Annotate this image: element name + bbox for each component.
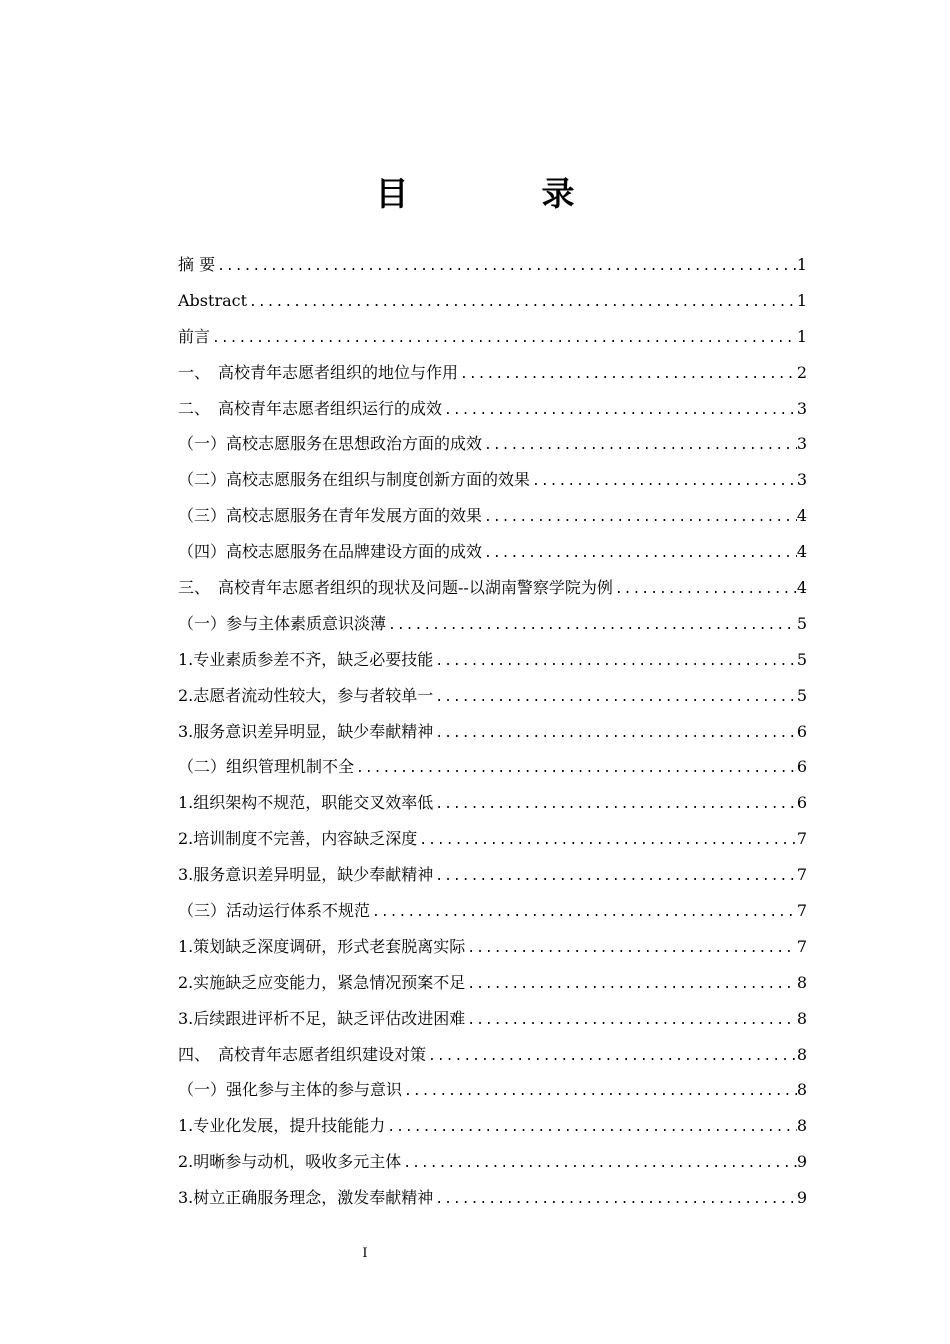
toc-entry[interactable] [178, 788, 807, 824]
toc-dot-leader [215, 252, 797, 282]
toc-entry-page: 6 [796, 757, 807, 777]
toc-entry-page: 5 [796, 685, 807, 705]
toc-dot-leader [370, 898, 797, 928]
toc-entry-label: 2.明晰参与动机，吸收多元主体 [178, 1152, 402, 1172]
toc-entry-label: 1.专业化发展，提升技能能力 [178, 1116, 386, 1136]
toc-dot-leader [458, 360, 797, 390]
toc-entry-page: 1 [796, 255, 807, 274]
toc-entry-page: 7 [796, 865, 807, 885]
toc-entry-page: 5 [796, 649, 807, 669]
toc-dot-leader [426, 1042, 797, 1072]
toc-entry-page: 1 [796, 326, 807, 346]
toc-entry-label: （四）高校志愿服务在品牌建设方面的成效 [178, 542, 483, 562]
toc-entry-page: 7 [796, 901, 807, 921]
toc-entry-label: Abstract [178, 290, 248, 310]
toc-entry-label: 3.后续跟进评析不足，缺乏评估改进困难 [178, 1008, 466, 1028]
toc-entry[interactable] [178, 752, 807, 788]
toc-entry-page: 4 [796, 578, 807, 598]
toc-dot-leader [482, 539, 797, 569]
toc-entry[interactable] [178, 1147, 807, 1183]
toc-entry[interactable] [178, 286, 807, 322]
toc-entry[interactable] [178, 1075, 807, 1111]
toc-entry-page: 3 [796, 398, 807, 418]
toc-entry-label: （一）高校志愿服务在思想政治方面的成效 [178, 434, 483, 454]
toc-entry-label: 2.培训制度不完善，内容缺乏深度 [178, 829, 418, 849]
toc-entry[interactable] [178, 1040, 807, 1076]
toc-dot-leader [482, 431, 797, 461]
toc-dot-leader [613, 575, 797, 605]
toc-entry-label: 一、 高校青年志愿者组织的地位与作用 [178, 362, 459, 382]
toc-dot-leader [433, 862, 797, 892]
toc-entry-page: 5 [796, 613, 807, 633]
toc-entry[interactable] [178, 968, 807, 1004]
toc-entry-page: 9 [796, 1188, 807, 1208]
toc-entry[interactable] [178, 322, 807, 358]
toc-entry-label: 3.服务意识差异明显，缺少奉献精神 [178, 721, 434, 741]
toc-dot-leader [465, 970, 797, 1000]
toc-entry-label: 2.实施缺乏应变能力，紧急情况预案不足 [178, 972, 466, 992]
toc-entry[interactable] [178, 860, 807, 896]
toc-dot-leader [482, 503, 797, 533]
toc-dot-leader [385, 1113, 797, 1143]
toc-dot-leader [530, 467, 797, 497]
toc-entry[interactable] [178, 896, 807, 932]
toc-entry-page: 6 [796, 721, 807, 741]
toc-entry-label: 1.专业素质参差不齐，缺乏必要技能 [178, 649, 434, 669]
toc-entry[interactable] [178, 537, 807, 573]
toc-entry-label: 四、 高校青年志愿者组织建设对策 [178, 1044, 427, 1064]
toc-entry-page: 2 [796, 362, 807, 382]
toc-entry-page: 3 [796, 434, 807, 454]
toc-dot-leader [433, 1185, 797, 1215]
toc-entry[interactable] [178, 1004, 807, 1040]
toc-entry-label: （一）参与主体素质意识淡薄 [178, 613, 387, 633]
toc-dot-leader [433, 719, 797, 749]
toc-entry-label: 1.组织架构不规范，职能交叉效率低 [178, 793, 434, 813]
toc-entry[interactable] [178, 717, 807, 753]
toc-entry-page: 3 [796, 470, 807, 490]
toc-entry-label: （二）高校志愿服务在组织与制度创新方面的效果 [178, 470, 531, 490]
toc-entry[interactable] [178, 465, 807, 501]
toc-entry[interactable] [178, 429, 807, 465]
toc-entry-label: 摘 要 [178, 255, 216, 274]
toc-entry-page: 8 [796, 972, 807, 992]
toc-dot-leader [402, 1077, 797, 1107]
toc-dot-leader [417, 826, 797, 856]
toc-entry-page: 1 [796, 290, 807, 310]
toc-entry-label: 前言 [178, 326, 211, 346]
page-number: I [362, 1246, 368, 1261]
toc-dot-leader [433, 647, 797, 677]
toc-entry-label: 三、 高校青年志愿者组织的现状及问题--以湖南警察学院为例 [178, 578, 613, 598]
toc-entry-page: 8 [796, 1044, 807, 1064]
toc-entry[interactable] [178, 250, 807, 286]
toc-entry-page: 7 [796, 936, 807, 956]
toc-entry[interactable] [178, 394, 807, 430]
toc-dot-leader [433, 683, 797, 713]
toc-entry-label: 1.策划缺乏深度调研，形式老套脱离实际 [178, 936, 466, 956]
toc-dot-leader [401, 1149, 797, 1179]
toc-entry[interactable] [178, 681, 807, 717]
toc-dot-leader [354, 754, 797, 784]
toc-entry-page: 8 [796, 1116, 807, 1136]
toc-entry[interactable] [178, 645, 807, 681]
toc-entry-page: 8 [796, 1080, 807, 1100]
toc-entry[interactable] [178, 1183, 807, 1219]
toc-entry-page: 6 [796, 793, 807, 813]
toc-entry[interactable] [178, 932, 807, 968]
toc-dot-leader [433, 790, 797, 820]
toc-entry[interactable] [178, 573, 807, 609]
toc-entry[interactable] [178, 501, 807, 537]
toc-entry-label: （一）强化参与主体的参与意识 [178, 1080, 403, 1100]
toc-entry-label: （二）组织管理机制不全 [178, 757, 355, 777]
toc-entry[interactable] [178, 358, 807, 394]
toc-entry-page: 9 [796, 1152, 807, 1172]
toc-entry-label: 3.服务意识差异明显，缺少奉献精神 [178, 865, 434, 885]
toc-dot-leader [210, 324, 797, 354]
toc-entry-label: （三）活动运行体系不规范 [178, 901, 371, 921]
toc-entry-page: 8 [796, 1008, 807, 1028]
page-title: 目 录 [375, 174, 625, 213]
toc-entry-page: 4 [796, 542, 807, 562]
toc-dot-leader [247, 288, 797, 318]
toc-dot-leader [465, 1006, 797, 1036]
toc-dot-leader [442, 396, 797, 426]
toc-entry[interactable] [178, 609, 807, 645]
toc-entry[interactable] [178, 1111, 807, 1147]
toc-entry-label: 二、 高校青年志愿者组织运行的成效 [178, 398, 443, 418]
toc-dot-leader [465, 934, 797, 964]
toc-dot-leader [386, 611, 797, 641]
toc-entry-page: 4 [796, 506, 807, 526]
table-of-contents [178, 250, 807, 1219]
toc-entry-label: 2.志愿者流动性较大，参与者较单一 [178, 685, 434, 705]
toc-entry-label: 3.树立正确服务理念，激发奉献精神 [178, 1188, 434, 1208]
toc-entry-page: 7 [796, 829, 807, 849]
toc-entry[interactable] [178, 824, 807, 860]
toc-entry-label: （三）高校志愿服务在青年发展方面的效果 [178, 506, 483, 526]
